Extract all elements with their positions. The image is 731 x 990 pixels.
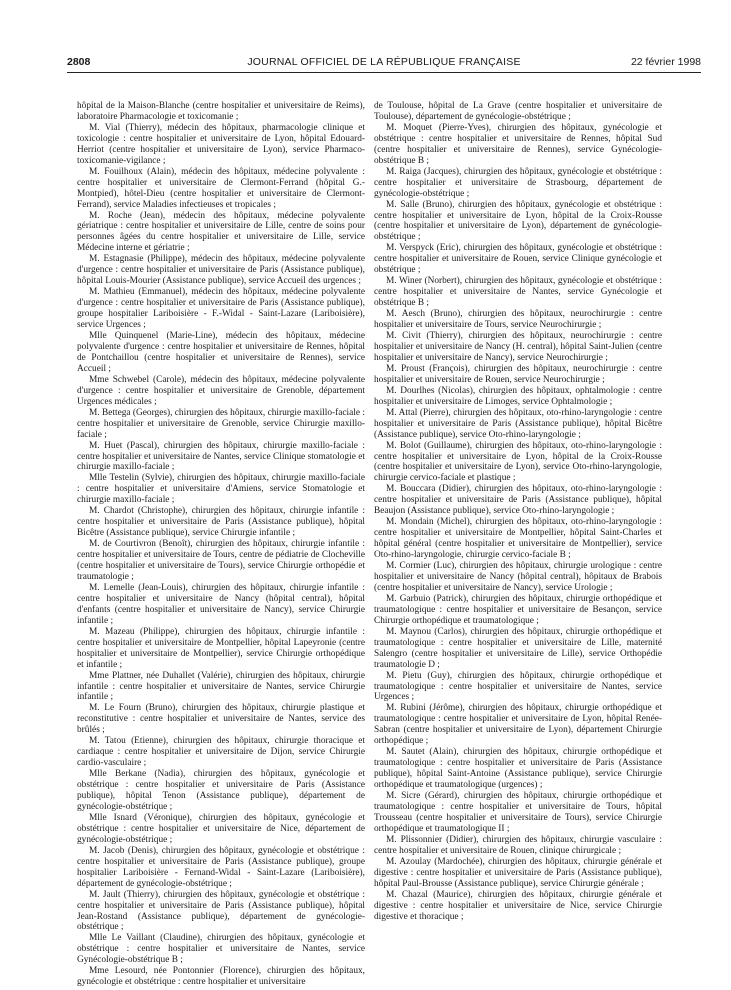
appointment-entry: M. Roche (Jean), médecin des hôpitaux, médecine polyvalente gériatrique : centre hospitalier et universitaire de Lille, centre de soins pour personnes âgées du centre hospitalier et universitaire de Lille, service Médecine interne et gériatrie ;	[77, 210, 365, 254]
appointment-entry: M. Aesch (Bruno), chirurgien des hôpitaux, neurochirurgie : centre hospitalier et universitaire de Tours, service Neurochirurgie ;	[374, 309, 662, 331]
appointment-entry: M. Mazeau (Philippe), chirurgien des hôpitaux, chirurgie infantile : centre hospitalier et universitaire de Montpellier, hôpital Lapeyronie (centre hospitalier et universitaire de Montpellier), service Chirurgie orthopédique et infantile ;	[77, 626, 365, 670]
header-rule	[67, 72, 701, 73]
appointment-entry: Mlle Quinquenel (Marie-Line), médecin des hôpitaux, médecine polyvalente d'urgence : centre hospitalier et universitaire de Rennes, hôpital de Pontchaillou (centre hospitalier et universitaire de Rennes), service Accueil ;	[77, 331, 365, 374]
appointment-entry: M. Mondain (Michel), chirurgien des hôpitaux, oto-rhino-laryngologie : centre hospitalier et universitaire de Montpellier, hôpital Saint-Charles et hôpital général (centre hospitalier et universitaire de Montpellier), service Oto-rhino-laryngologie, chirurgie cervico-faciale B ;	[374, 517, 662, 561]
appointment-entry: M. Winer (Norbert), chirurgien des hôpitaux, gynécologie et obstétrique : centre hospitalier et universitaire de Nantes, service Gynécologie et obstétrique B ;	[374, 276, 662, 309]
appointment-entry: M. Plissonnier (Didier), chirurgien des hôpitaux, chirurgie vasculaire : centre hospitalier et universitaire de Rouen, clinique chirurgicale ;	[374, 834, 662, 856]
appointment-entry: M. Chardot (Christophe), chirurgien des hôpitaux, chirurgie infantile : centre hospitalier et universitaire de Paris (Assistance publique), hôpital Bicêtre (Assistance publique), service Chirurgie infantile ;	[77, 506, 365, 539]
appointment-entry: M. Jault (Thierry), chirurgien des hôpitaux, gynécologie et obstétrique : centre hospitalier et universitaire de Paris (Assistance publique), hôpital Jean-Rostand (Assistance publique), département de gynécologie-obstétrique ;	[77, 889, 365, 933]
appointment-entry: Mme Schwebel (Carole), médecin des hôpitaux, médecine polyvalente d'urgence : centre hospitalier et universitaire de Grenoble, département Urgences médicales ;	[77, 374, 365, 407]
publication-date: 22 février 1998	[630, 56, 701, 68]
appointment-entry: M. Salle (Bruno), chirurgien des hôpitaux, gynécologie et obstétrique : centre hospitalier et universitaire de Lyon, hôpital de la Croix-Rousse (centre hospitalier et universitaire de Lyon), département de gynécologie-obstétrique ;	[374, 199, 662, 243]
appointment-entry: M. Pietu (Guy), chirurgien des hôpitaux, chirurgie orthopédique et traumatologique : centre hospitalier et universitaire de Nantes, service Urgences ;	[374, 670, 662, 703]
appointment-entry: de Toulouse, hôpital de La Grave (centre hospitalier et universitaire de Toulouse), département de gynécologie-obstétrique ;	[374, 101, 662, 122]
appointment-entry: M. Mathieu (Emmanuel), médecin des hôpitaux, médecine polyvalente d'urgence : centre hospitalier et universitaire de Paris (Assistance publique), groupe hospitalier Lariboisière - F.-Widal - Saint-Lazare (Lariboisière), service Urgences ;	[77, 287, 365, 331]
appointment-entry: M. Dourlhes (Nicolas), chirurgien des hôpitaux, ophtalmologie : centre hospitalier et universitaire de Limoges, service Ophtalmologie ;	[374, 385, 662, 407]
appointment-entry: M. Sautet (Alain), chirurgien des hôpitaux, chirurgie orthopédique et traumatologique : centre hospitalier et universitaire de Paris (Assistance publique), hôpital Saint-Antoine (Assistance publique), service Chirurgie orthopédique et traumatologique (urgences) ;	[374, 747, 662, 791]
appointment-entry: M. Civit (Thierry), chirurgien des hôpitaux, neurochirurgie : centre hospitalier et universitaire de Nancy (H. central), hôpital Saint-Julien (centre hospitalier et universitaire de Nancy), service Neurochirurgie ;	[374, 331, 662, 363]
appointment-entry: M. Jacob (Denis), chirurgien des hôpitaux, gynécologie et obstétrique : centre hospitalier et universitaire de Paris (Assistance publique), groupe hospitalier Lariboisière - Fernand-Widal - Saint-Lazare (Lariboisière), département de gynécologie-obstétrique ;	[77, 845, 365, 889]
appointment-entry: M. Bouccara (Didier), chirurgien des hôpitaux, oto-rhino-laryngologie : centre hospitalier et universitaire de Paris (Assistance publique), hôpital Beaujon (Assistance publique), service Oto-rhino-laryngologie ;	[374, 484, 662, 517]
appointment-entry: M. Azoulay (Mardochée), chirurgien des hôpitaux, chirurgie générale et digestive : centre hospitalier et universitaire de Paris (Assistance publique), hôpital Paul-Brousse (Assistance publique), service Chirurgie générale ;	[374, 856, 662, 889]
appointment-entry: M. Lemelle (Jean-Louis), chirurgien des hôpitaux, chirurgie infantile : centre hospitalier et universitaire de Nancy (hôpital central), hôpital d'enfants (centre hospitalier et universitaire de Nancy), service Chirurgie infantile ;	[77, 582, 365, 626]
appointment-entry: M. Vial (Thierry), médecin des hôpitaux, pharmacologie clinique et toxicologie : centre hospitalier et universitaire de Lyon, hôpital Edouard-Herriot (centre hospitalier et universitaire de Lyon), service Pharmaco-toxicomanie-vigilance ;	[77, 122, 365, 166]
appointment-entry: Mlle Isnard (Véronique), chirurgien des hôpitaux, gynécologie et obstétrique : centre hospitalier et universitaire de Nice, département de gynécologie-obstétrique ;	[77, 812, 365, 845]
appointment-entry: M. Maynou (Carlos), chirurgien des hôpitaux, chirurgie orthopédique et traumatologique : centre hospitalier et universitaire de Lille, maternité Salengro (centre hospitalier et universitaire de Lille), service Orthopédie traumatologie D ;	[374, 626, 662, 670]
appointment-entry: M. Le Fourn (Bruno), chirurgien des hôpitaux, chirurgie plastique et reconstitutive : centre hospitalier et universitaire de Nantes, service des brûlés ;	[77, 703, 365, 736]
appointment-entry: M. Proust (François), chirurgien des hôpitaux, neurochirurgie : centre hospitalier et universitaire de Rouen, service Neurochirurgie ;	[374, 363, 662, 385]
journal-title: JOURNAL OFFICIEL DE LA RÉPUBLIQUE FRANÇAISE	[247, 56, 521, 68]
appointment-entry: M. Chazal (Maurice), chirurgien des hôpitaux, chirurgie générale et digestive : centre hospitalier et universitaire de Nice, service Chirurgie digestive et thoracique ;	[374, 889, 662, 922]
appointment-entry: Mme Lesourd, née Pontonnier (Florence), chirurgien des hôpitaux, gynécologie et obstétrique : centre hospitalier et universitaire	[77, 966, 365, 988]
appointment-entry: Mme Plattner, née Duhallet (Valérie), chirurgien des hôpitaux, chirurgie infantile : centre hospitalier et universitaire de Nantes, service Chirurgie infantile ;	[77, 670, 365, 703]
appointment-entry: M. de Courtivron (Benoît), chirurgien des hôpitaux, chirurgie infantile : centre hospitalier et universitaire de Tours, centre de pédiatrie de Clocheville (centre hospitalier et universitaire de Tours), service Chirurgie orthopédie et traumatologie ;	[77, 539, 365, 582]
appointment-entry: M. Estagnasie (Philippe), médecin des hôpitaux, médecine polyvalente d'urgence : centre hospitalier et universitaire de Paris (Assistance publique), hôpital Louis-Mourier (Assistance publique), service Accueil des urgences ;	[77, 254, 365, 287]
appointment-entry: Mlle Berkane (Nadia), chirurgien des hôpitaux, gynécologie et obstétrique : centre hospitalier et universitaire de Paris (Assistance publique), hôpital Tenon (Assistance publique), département de gynécologie-obstétrique ;	[77, 769, 365, 812]
appointment-entry: M. Sicre (Gérard), chirurgien des hôpitaux, chirurgie orthopédique et traumatologique : centre hospitalier et universitaire de Tours, hôpital Trousseau (centre hospitalier et universitaire de Tours), service Chirurgie orthopédique et traumatologique II ;	[374, 791, 662, 834]
left-column	[77, 101, 365, 988]
appointment-entry: M. Rubini (Jérôme), chirurgien des hôpitaux, chirurgie orthopédique et traumatologique : centre hospitalier et universitaire de Lyon, hôpital Renée-Sabran (centre hospitalier et universitaire de Lyon), département Chirurgie orthopédique ;	[374, 703, 662, 747]
appointment-entry: M. Bettega (Georges), chirurgien des hôpitaux, chirurgie maxillo-faciale : centre hospitalier et universitaire de Grenoble, service Chirurgie maxillo-faciale ;	[77, 407, 365, 440]
appointment-entry: Mlle Le Vaillant (Claudine), chirurgien des hôpitaux, gynécologie et obstétrique : centre hospitalier et universitaire de Nantes, service Gynécologie-obstétrique B ;	[77, 933, 365, 966]
appointment-entry: M. Verspyck (Eric), chirurgien des hôpitaux, gynécologie et obstétrique : centre hospitalier et universitaire de Rouen, service Clinique gynécologie et obstétrique ;	[374, 243, 662, 276]
appointment-entry: Mlle Testelin (Sylvie), chirurgien des hôpitaux, chirurgie maxillo-faciale : centre hospitalier et universitaire d'Amiens, service Stomatologie et chirurgie maxillo-faciale ;	[77, 473, 365, 506]
page-header	[67, 56, 701, 72]
page-number: 2808	[67, 56, 91, 68]
appointment-entry: M. Cormier (Luc), chirurgien des hôpitaux, chirurgie urologique : centre hospitalier et universitaire de Nancy (hôpital central), hôpitaux de Brabois (centre hospitalier et universitaire de Nancy), service Urologie ;	[374, 561, 662, 593]
appointment-entry: M. Attal (Pierre), chirurgien des hôpitaux, oto-rhino-laryngologie : centre hospitalier et universitaire de Paris (Assistance publique), hôpital Bicêtre (Assistance publique), service Oto-rhino-laryngologie ;	[374, 407, 662, 440]
appointment-entry: M. Bolot (Guillaume), chirurgien des hôpitaux, oto-rhino-laryngologie : centre hospitalier et universitaire de Lyon, hôpital de la Croix-Rousse (centre hospitalier et universitaire de Lyon), service Oto-rhino-laryngologie, chirurgie cervico-faciale et plastique ;	[374, 440, 662, 484]
appointment-entry: M. Moquet (Pierre-Yves), chirurgien des hôpitaux, gynécologie et obstétrique : centre hospitalier et universitaire de Rennes, hôpital Sud (centre hospitalier et universitaire de Rennes), service Gynécologie-obstétrique B ;	[374, 122, 662, 166]
right-column	[374, 101, 662, 922]
appointment-entry: M. Fouilhoux (Alain), médecin des hôpitaux, médecine polyvalente : centre hospitalier et universitaire de Clermont-Ferrand (hôpital G.-Montpied), hôtel-Dieu (centre hospitalier et universitaire de Clermont-Ferrand), service Maladies infectieuses et tropicales ;	[77, 166, 365, 210]
appointment-entry: M. Huet (Pascal), chirurgien des hôpitaux, chirurgie maxillo-faciale : centre hospitalier et universitaire de Nantes, service Clinique stomatologie et chirurgie maxillo-faciale ;	[77, 440, 365, 473]
appointment-entry: M. Raiga (Jacques), chirurgien des hôpitaux, gynécologie et obstétrique : centre hospitalier et universitaire de Strasbourg, département de gynécologie-obstétrique ;	[374, 166, 662, 199]
appointment-entry: M. Garbuio (Patrick), chirurgien des hôpitaux, chirurgie orthopédique et traumatologique : centre hospitalier et universitaire de Besançon, service Chirurgie orthopédique et traumatologique ;	[374, 593, 662, 626]
appointment-entry: hôpital de la Maison-Blanche (centre hospitalier et universitaire de Reims), laboratoire Pharmacologie et toxicomanie ;	[77, 101, 365, 122]
appointment-entry: M. Tatou (Etienne), chirurgien des hôpitaux, chirurgie thoracique et cardiaque : centre hospitalier et universitaire de Dijon, service Chirurgie cardio-vasculaire ;	[77, 736, 365, 769]
